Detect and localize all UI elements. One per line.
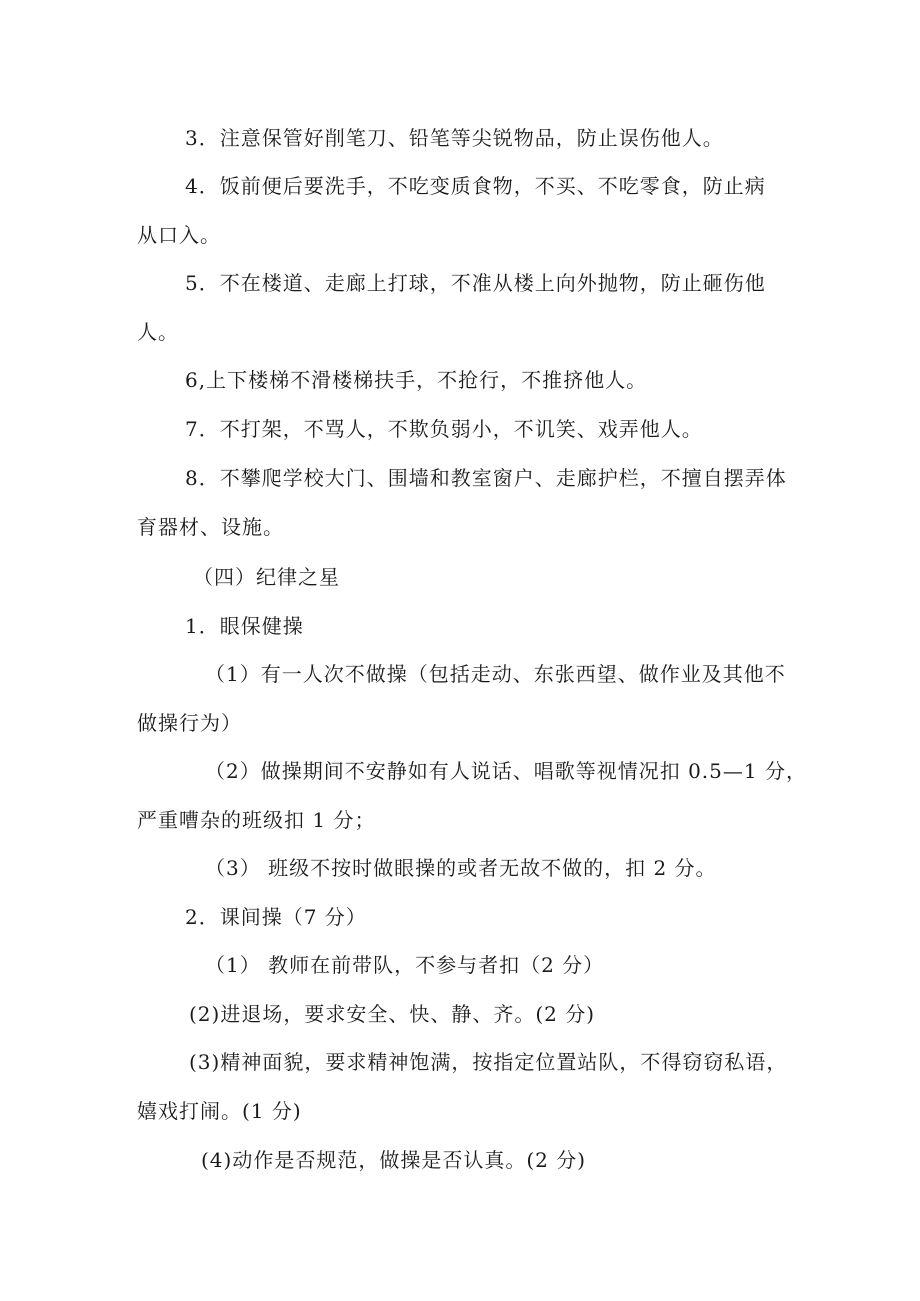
rule-5: 5．不在楼道、走廊上打球，不准从楼上向外抛物，防止砸伤他	[185, 271, 766, 295]
item-2-heading: 2．课间操（7 分）	[185, 905, 367, 929]
section-heading: （四）纪律之星	[193, 565, 340, 589]
item-2-clause-3-continued: 嬉戏打闹。(1 分)	[137, 1099, 302, 1123]
item-1-clause-1: （1）有一人次不做操（包括走动、东张西望、做作业及其他不	[205, 662, 786, 686]
item-2-clause-2: (2)进退场，要求安全、快、静、齐。(2 分)	[189, 1002, 596, 1026]
item-2-clause-4: (4)动作是否规范，做操是否认真。(2 分)	[201, 1148, 587, 1172]
rule-3: 3．注意保管好削笔刀、铅笔等尖锐物品，防止误伤他人。	[185, 126, 724, 150]
rule-5-continued: 人。	[137, 320, 179, 344]
item-1-clause-3: （3） 班级不按时做眼操的或者无故不做的，扣 2 分。	[205, 856, 717, 880]
item-2-clause-1: （1） 教师在前带队，不参与者扣（2 分）	[205, 953, 605, 977]
item-1-clause-2: （2）做操期间不安静如有人说话、唱歌等视情况扣 0.5—1 分，	[205, 759, 807, 783]
item-1-heading: 1．眼保健操	[185, 614, 304, 638]
item-2-clause-3: (3)精神面貌，要求精神饱满，按指定位置站队，不得窃窃私语，	[189, 1050, 788, 1074]
rule-4: 4．饭前便后要洗手，不吃变质食物，不买、不吃零食，防止病	[185, 174, 766, 198]
rule-4-continued: 从口入。	[137, 223, 221, 247]
item-1-clause-1-continued: 做操行为）	[137, 711, 242, 735]
rule-8: 8．不攀爬学校大门、围墙和教室窗户、走廊护栏，不擅自摆弄体	[185, 466, 787, 490]
rule-6: 6,上下楼梯不滑楼梯扶手，不抢行，不推挤他人。	[185, 368, 648, 392]
item-1-clause-2-continued: 严重嘈杂的班级扣 1 分；	[137, 808, 376, 832]
rule-8-continued: 育器材、设施。	[137, 515, 284, 539]
rule-7: 7．不打架，不骂人，不欺负弱小，不讥笑、戏弄他人。	[185, 417, 703, 441]
